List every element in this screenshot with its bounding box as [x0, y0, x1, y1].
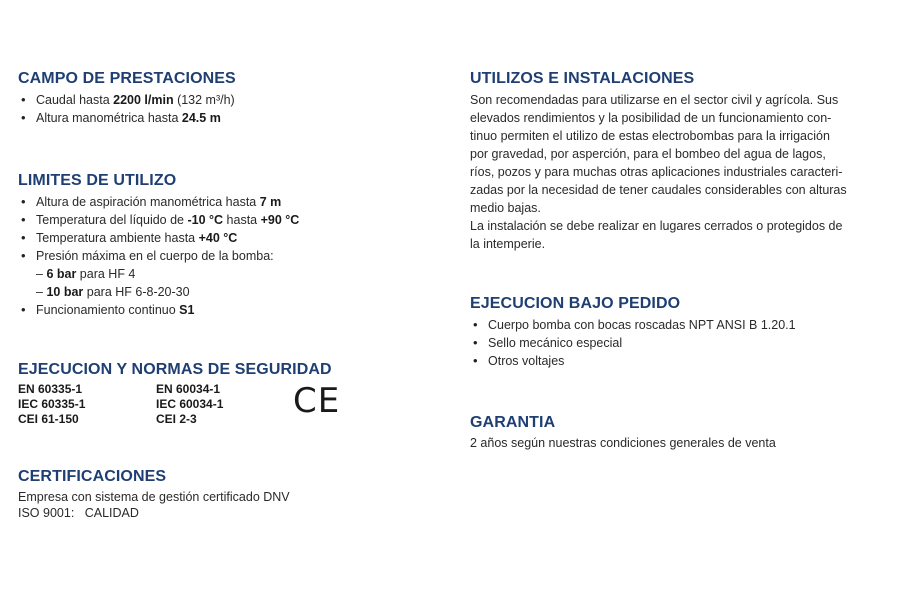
limites-list-cont: [18, 301, 438, 319]
normas-col-1: [18, 382, 85, 427]
ejecucion-list: [470, 316, 885, 370]
list-item-temp-liquido: [18, 211, 438, 229]
altura-label: Altura manométrica hasta: [36, 111, 182, 125]
aspiracion-label: Altura de aspiración manométrica hasta: [36, 195, 260, 209]
list-item-caudal: [18, 91, 438, 109]
presion-6bar: 6 bar: [46, 267, 77, 281]
paragraph-line: zadas por la necesidad de tener caudales considerables con alturas: [470, 183, 847, 197]
temp-ambiente-label: Temperatura ambiente hasta: [36, 231, 199, 245]
norma-item: CEI 2-3: [156, 412, 197, 426]
section-campo-prestaciones: [18, 70, 438, 127]
limites-list: [18, 193, 438, 265]
funcionamiento-label: Funcionamiento continuo: [36, 303, 180, 317]
temp-liquido-label: Temperatura del líquido de: [36, 213, 188, 227]
norma-item: IEC 60335-1: [18, 397, 86, 411]
list-item-funcionamiento: [18, 301, 438, 319]
list-item-presion: • Presión máxima en el cuerpo de la bomba:: [18, 247, 438, 265]
section-utilizos-instalaciones: [470, 70, 885, 253]
altura-value: 24.5 m: [181, 111, 221, 125]
list-item: • Cuerpo bomba con bocas roscadas NPT ANSI B 1.20.1: [470, 316, 885, 334]
paragraph-line: ríos, pozos y para muchas otras aplicaciones industriales caracteri-: [470, 165, 843, 179]
normas-col-2: [156, 382, 223, 427]
temp-ambiente-value: +40 °C: [198, 231, 238, 245]
dash: –: [36, 267, 47, 281]
norma-item: EN 60335-1: [18, 382, 83, 396]
paragraph-line: la intemperie.: [470, 237, 546, 251]
paragraph-line: elevados rendimientos y la posibilidad de un funcionamiento con-: [470, 111, 832, 125]
certificacion-line-1: Empresa con sistema de gestión certificado DNV: [18, 490, 290, 504]
heading-ejecucion-bajo-pedido: EJECUCION BAJO PEDIDO: [470, 295, 681, 312]
norma-item: EN 60034-1: [156, 382, 221, 396]
utilizos-paragraph: [470, 91, 885, 253]
presion-10bar: 10 bar: [46, 285, 84, 299]
paragraph-line: Son recomendadas para utilizarse en el sector civil y agrícola. Sus: [470, 93, 839, 107]
paragraph-line: La instalación se debe realizar en lugares cerrados o protegidos de: [470, 219, 843, 233]
caudal-value: 2200 l/min: [113, 93, 174, 107]
sub-item-10bar: [18, 283, 438, 301]
paragraph-line: medio bajas.: [470, 201, 541, 215]
section-garantia: [470, 414, 885, 451]
normas-grid: [18, 382, 438, 442]
norma-item: CEI 61-150: [18, 412, 79, 426]
campo-list: [18, 91, 438, 127]
temp-liquido-max: +90 °C: [260, 213, 300, 227]
heading-campo-prestaciones: CAMPO DE PRESTACIONES: [18, 70, 236, 87]
sub-item-6bar: [18, 265, 438, 283]
caudal-unit: (132 m³/h): [173, 93, 235, 107]
paragraph-line: por gravedad, por asperción, para el bombeo del agua de lagos,: [470, 147, 826, 161]
section-limites-utilizo: [18, 172, 438, 319]
heading-garantia: GARANTIA: [470, 414, 556, 431]
temp-liquido-min: -10 °C: [187, 213, 224, 227]
section-certificaciones: [18, 468, 438, 521]
presion-10bar-models: para HF 6-8-20-30: [83, 285, 190, 299]
garantia-text: 2 años según nuestras condiciones generales de venta: [470, 436, 776, 450]
section-ejecucion-bajo-pedido: [470, 295, 885, 370]
dash: –: [36, 285, 47, 299]
presion-6bar-models: para HF 4: [76, 267, 136, 281]
list-item-aspiracion: [18, 193, 438, 211]
heading-limites-utilizo: LIMITES DE UTILIZO: [18, 172, 177, 189]
heading-utilizos-instalaciones: UTILIZOS E INSTALACIONES: [470, 70, 695, 87]
heading-normas-seguridad: EJECUCION Y NORMAS DE SEGURIDAD: [18, 361, 332, 378]
list-item-temp-ambiente: [18, 229, 438, 247]
certificacion-line-2: ISO 9001: CALIDAD: [18, 506, 139, 520]
aspiracion-value: 7 m: [259, 195, 282, 209]
list-item: • Sello mecánico especial: [470, 334, 885, 352]
heading-certificaciones: CERTIFICACIONES: [18, 468, 167, 485]
section-normas-seguridad: [18, 361, 438, 442]
norma-item: IEC 60034-1: [156, 397, 224, 411]
list-item-altura: [18, 109, 438, 127]
temp-liquido-mid: hasta: [223, 213, 261, 227]
paragraph-line: tinuo permiten el utilizo de estas electrobombas para la irrigación: [470, 129, 830, 143]
funcionamiento-value: S1: [179, 303, 195, 317]
caudal-label: Caudal hasta: [36, 93, 114, 107]
ce-mark-icon: CE: [293, 381, 341, 421]
list-item: • Otros voltajes: [470, 352, 885, 370]
